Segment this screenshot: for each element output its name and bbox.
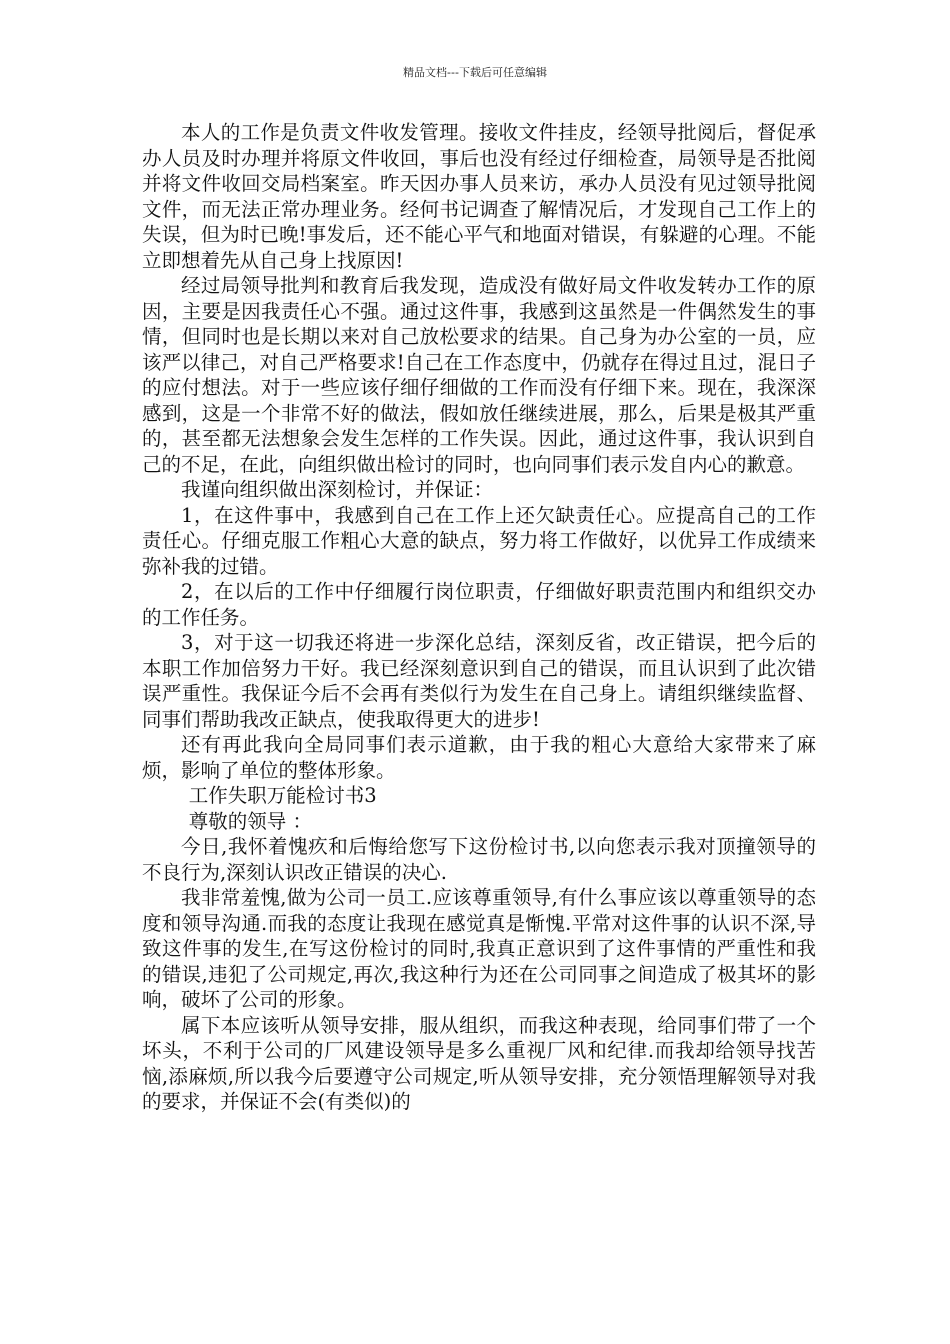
paragraph-opening: 今日,我怀着愧疚和后悔给您写下这份检讨书,以向您表示我对顶撞领导的不良行为,深刻认识改正错误的决心. bbox=[142, 835, 816, 884]
paragraph-shame: 我非常羞愧,做为公司一员工.应该尊重领导,有什么事应该以尊重领导的态度和领导沟通.而我的态度让我现在感觉真是惭愧.平常对这件事的认识不深,导致这件事的发生,在写这份检讨的同时,我真正意识到了这件事情的严重性和我的错误,违犯了公司规定,再次,我这种行为还在公司同事之间造成了极其坏的影响，破坏了公司的形象。 bbox=[142, 886, 816, 1011]
paragraph-reflection: 经过局领导批判和教育后我发现，造成没有做好局文件收发转办工作的原因，主要是因我责任心不强。通过这件事，我感到这虽然是一件偶然发生的事情，但同时也是长期以来对自己放松要求的结果。自己身为办公室的一员，应该严以律己，对自己严格要求!自己在工作态度中，仍就存在得过且过，混日子的应付想法。对于一些应该仔细仔细做的工作而没有仔细下来。现在，我深深感到，这是一个非常不好的做法，假如放任继续进展，那么，后果是极其严重的，甚至都无法想象会发生怎样的工作失误。因此，通过这件事，我认识到自己的不足，在此，向组织做出检讨的同时，也向同事们表示发自内心的歉意。 bbox=[142, 274, 816, 476]
section-title: 工作失职万能检讨书3 bbox=[188, 784, 377, 807]
paragraph-work-description: 本人的工作是负责文件收发管理。接收文件挂皮，经领导批阅后，督促承办人员及时办理并将原文件收回，事后也没有经过仔细检查，局领导是否批阅并将文件收回交局档案室。昨天因办事人员来访，承办人员没有见过领导批阅文件，而无法正常办理业务。经何书记调查了解情况后，才发现自己工作上的失误，但为时已晚!事发后，还不能心平气和地面对错误，有躲避的心理。不能立即想着先从自己身上找原因! bbox=[142, 121, 816, 272]
page-header: 精品文档---下载后可任意编辑 bbox=[403, 66, 547, 79]
paragraph-guarantee-3: 3，对于这一切我还将进一步深化总结，深刻反省，改正错误，把今后的本职工作加倍努力干好。我已经深刻意识到自己的错误，而且认识到了此次错误严重性。我保证今后不会再有类似行为发生在自己身上。请组织继续监督、同事们帮助我改正缺点，使我取得更大的进步! bbox=[142, 631, 816, 731]
paragraph-guarantee-1: 1，在这件事中，我感到自己在工作上还欠缺责任心。应提高自己的工作责任心。仔细克服工作粗心大意的缺点，努力将工作做好，以优异工作成绩来弥补我的过错。 bbox=[142, 503, 816, 578]
paragraph-guarantee-2: 2，在以后的工作中仔细履行岗位职责，仔细做好职责范围内和组织交办的工作任务。 bbox=[142, 580, 816, 629]
paragraph-guarantee-intro: 我谨向组织做出深刻检讨，并保证： bbox=[181, 478, 494, 501]
document-body bbox=[142, 120, 816, 1115]
paragraph-commitment: 属下本应该听从领导安排，服从组织，而我这种表现，给同事们带了一个坏头，不利于公司的厂风建设领导是多么重视厂风和纪律.而我却给领导找苦恼,添麻烦,所以我今后要遵守公司规定,听从领导安排，充分领悟理解领导对我的要求，并保证不会(有类似)的 bbox=[142, 1013, 816, 1113]
paragraph-apology: 还有再此我向全局同事们表示道歉，由于我的粗心大意给大家带来了麻烦，影响了单位的整体形象。 bbox=[142, 733, 816, 782]
salutation: 尊敬的领导 ： bbox=[188, 809, 312, 833]
